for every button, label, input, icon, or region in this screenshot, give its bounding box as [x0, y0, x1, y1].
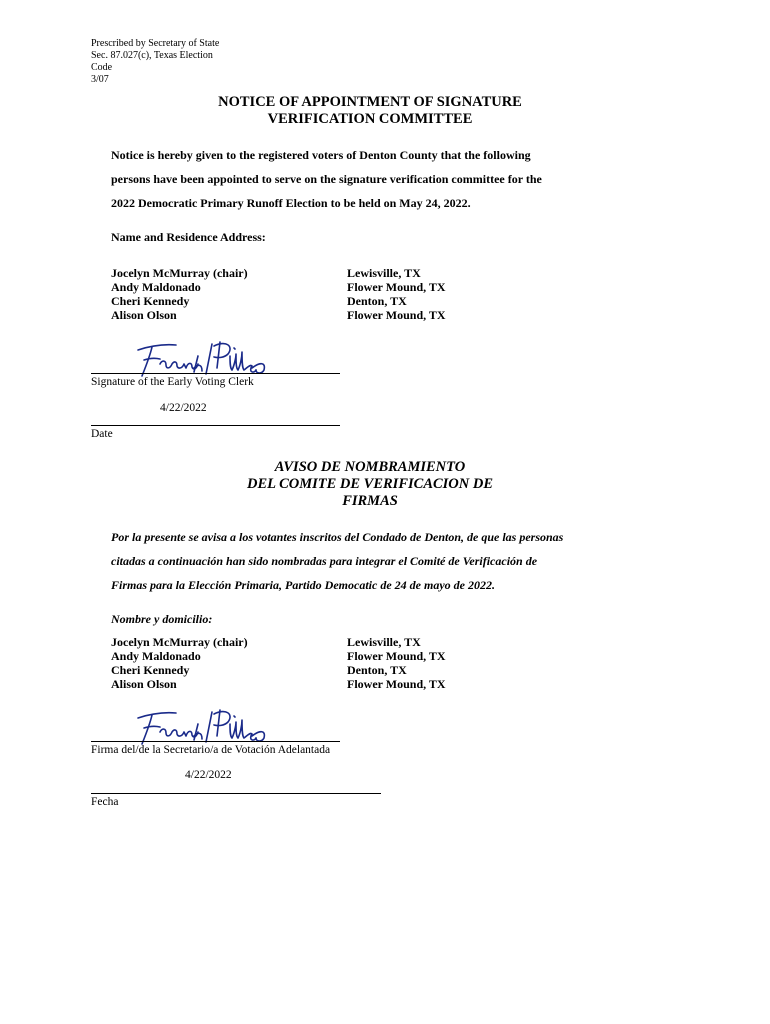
committee-member-city: Denton, TX [347, 663, 407, 677]
committee-member-name: Alison Olson [111, 308, 177, 322]
committee-member-city: Flower Mound, TX [347, 308, 446, 322]
committee-member-name: Andy Maldonado [111, 649, 201, 663]
committee-member-name: Alison Olson [111, 677, 177, 691]
prescribed-note [91, 38, 219, 86]
english-address-heading: Name and Residence Address: [111, 230, 266, 244]
english-paragraph-line: persons have been appointed to serve on the signature verification committee for the [111, 172, 542, 186]
prescribed-line: Code [91, 62, 113, 73]
committee-member-city: Lewisville, TX [347, 635, 421, 649]
english-cities-column [347, 266, 446, 322]
english-paragraph-line: 2022 Democratic Primary Runoff Election to be held on May 24, 2022. [111, 196, 471, 210]
spanish-paragraph-line: Firmas para la Elección Primaria, Partido Democatic de 24 de mayo de 2022. [111, 578, 495, 592]
signature-caption: Firma del/de la Secretario/a de Votación Adelantada [91, 744, 331, 756]
date-line [91, 425, 340, 426]
date-caption: Date [91, 428, 113, 440]
spanish-paragraph-line: Por la presente se avisa a los votantes inscritos del Condado de Denton, de que las personas [111, 530, 564, 544]
spanish-title-line: FIRMAS [342, 493, 398, 509]
date-line [91, 793, 381, 794]
english-title-line: VERIFICATION COMMITTEE [267, 111, 473, 127]
spanish-address-heading: Nombre y domicilio: [111, 612, 213, 626]
spanish-names-column [111, 635, 248, 691]
committee-member-city: Lewisville, TX [347, 266, 421, 280]
committee-member-city: Flower Mound, TX [347, 280, 446, 294]
date-caption: Fecha [91, 796, 119, 808]
english-names-column [111, 266, 248, 322]
prescribed-line: Sec. 87.027(c), Texas Election [91, 50, 213, 61]
date-value: 4/22/2022 [185, 769, 232, 781]
english-title-line: NOTICE OF APPOINTMENT OF SIGNATURE [218, 94, 522, 110]
spanish-title-line: DEL COMITE DE VERIFICACION DE [246, 476, 494, 492]
committee-member-name: Cheri Kennedy [111, 663, 190, 677]
date-value: 4/22/2022 [160, 402, 207, 414]
committee-member-city: Flower Mound, TX [347, 649, 446, 663]
prescribed-line: Prescribed by Secretary of State [91, 38, 220, 49]
prescribed-line: 3/07 [91, 74, 109, 85]
committee-member-city: Denton, TX [347, 294, 407, 308]
english-title [0, 94, 740, 128]
spanish-title [0, 459, 740, 510]
signature-line [91, 741, 340, 742]
signature-caption: Signature of the Early Voting Clerk [91, 376, 254, 388]
committee-member-name: Andy Maldonado [111, 280, 201, 294]
committee-member-city: Flower Mound, TX [347, 677, 446, 691]
english-paragraph-line: Notice is hereby given to the registered voters of Denton County that the following [111, 148, 531, 162]
committee-member-name: Cheri Kennedy [111, 294, 190, 308]
signature-line [91, 373, 340, 374]
spanish-paragraph-line: citadas a continuación han sido nombradas para integrar el Comité de Verificación de [111, 554, 538, 568]
spanish-title-line: AVISO DE NOMBRAMIENTO [274, 459, 466, 475]
committee-member-name: Jocelyn McMurray (chair) [111, 266, 248, 280]
spanish-cities-column [347, 635, 446, 691]
committee-member-name: Jocelyn McMurray (chair) [111, 635, 248, 649]
